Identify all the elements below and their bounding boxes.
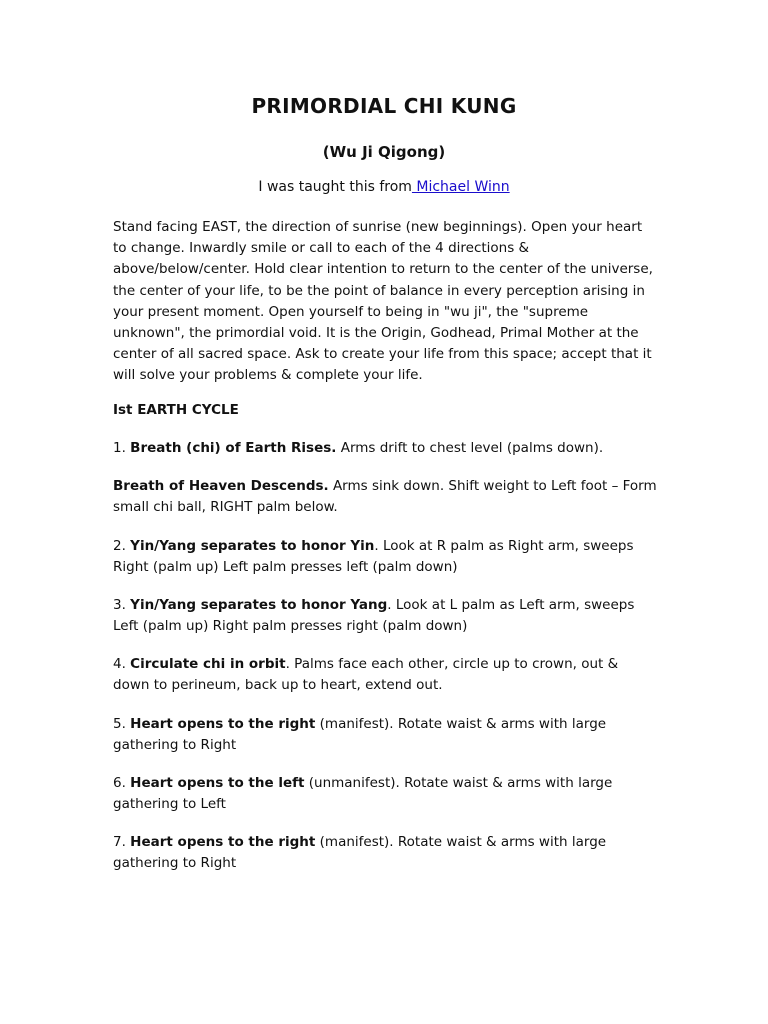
step-text: . Look at R palm as Right arm, sweeps Right (palm up) Left palm presses left (palm down) — [113, 538, 634, 576]
step-7 — [113, 832, 658, 874]
step-1 — [113, 438, 658, 459]
step-title: Yin/Yang separates to honor Yang — [130, 597, 388, 613]
step-1b — [113, 476, 658, 518]
step-6 — [113, 773, 658, 815]
step-text: Arms drift to chest level (palms down). — [336, 440, 604, 456]
document-subtitle: (Wu Ji Qigong) — [322, 143, 446, 161]
credit-prefix: I was taught this from — [258, 179, 412, 195]
step-text: . Palms face each other, circle up to crown, out & down to perineum, back up to heart, extend out. — [113, 656, 619, 694]
step-text: (unmanifest). Rotate waist & arms with large gathering to Left — [113, 775, 613, 813]
step-number: 5. — [113, 716, 131, 732]
document-title: PRIMORDIAL CHI KUNG — [251, 94, 517, 118]
step-title: Breath of Heaven Descends. — [113, 478, 329, 494]
step-text: (manifest). Rotate waist & arms with large gathering to Right — [113, 834, 607, 872]
step-number: 7. — [113, 834, 131, 850]
step-number: 2. — [113, 538, 131, 554]
step-2 — [113, 536, 658, 578]
step-4 — [113, 654, 658, 696]
step-title: Heart opens to the left — [130, 775, 305, 791]
step-title: Breath (chi) of Earth Rises. — [130, 440, 337, 456]
step-number: 6. — [113, 775, 131, 791]
step-3 — [113, 595, 658, 637]
step-text: Arms sink down. Shift weight to Left foot – Form small chi ball, RIGHT palm below. — [113, 478, 657, 516]
intro-paragraph: Stand facing EAST, the direction of sunrise (new beginnings). Open your heart to change. Inwardly smile or call to each of the 4 directions & above/below/center. Hold clear intention to return to the center of the universe, the center of your life, to be the point of balance in every perception arising in your present moment. Open yourself to being in "wu ji", the "supreme unknown", the primordial void. It is the Origin, Godhead, Primal Mother at the center of all sacred space. Ask to create your life from this space; accept that it will solve your problems & complete your life. — [113, 219, 653, 384]
step-title: Heart opens to the right — [130, 716, 316, 732]
step-text: (manifest). Rotate waist & arms with large gathering to Right — [113, 716, 607, 754]
step-title: Circulate chi in orbit — [130, 656, 286, 672]
step-text: . Look at L palm as Left arm, sweeps Left (palm up) Right palm presses right (palm down) — [113, 597, 635, 635]
step-number: 4. — [113, 656, 131, 672]
section-heading: Ist EARTH CYCLE — [113, 402, 239, 418]
step-number: 3. — [113, 597, 131, 613]
credit-line — [0, 179, 768, 195]
michael-winn-link[interactable]: Michael Winn — [411, 179, 510, 195]
step-title: Heart opens to the right — [130, 834, 316, 850]
step-title: Yin/Yang separates to honor Yin — [130, 538, 375, 554]
step-number: 1. — [113, 440, 131, 456]
step-5 — [113, 714, 658, 756]
